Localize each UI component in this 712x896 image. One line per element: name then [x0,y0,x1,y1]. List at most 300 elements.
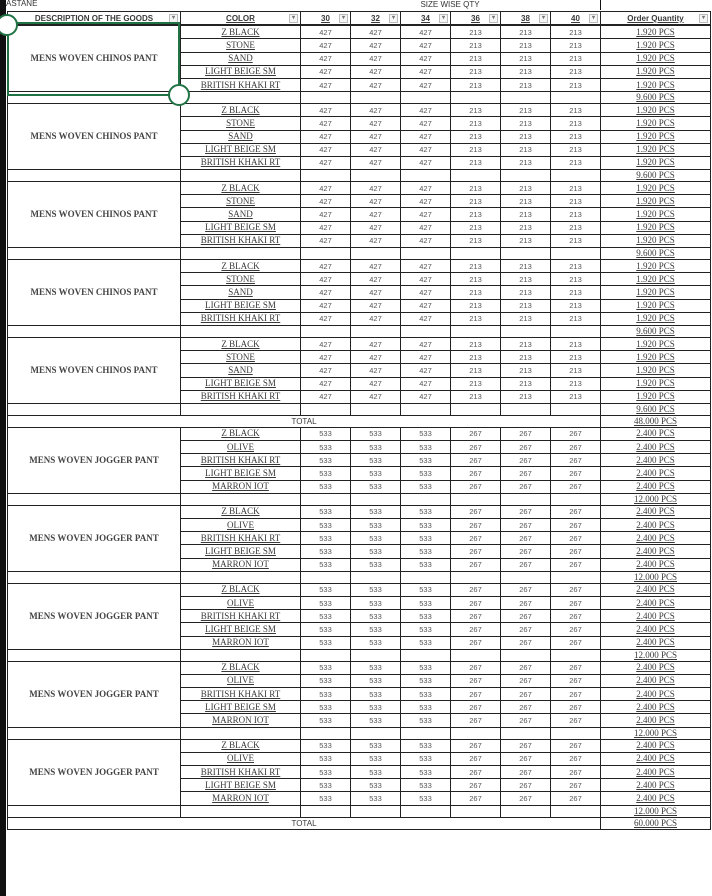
size-qty-cell[interactable]: 213 [501,52,551,65]
empty-cell[interactable] [181,727,301,739]
empty-cell[interactable] [551,92,601,104]
size-qty-cell[interactable]: 213 [551,65,601,78]
size-qty-cell[interactable]: 533 [301,454,351,467]
size-qty-cell[interactable]: 427 [301,364,351,377]
color-cell[interactable]: LIGHT BEIGE SM [181,467,301,480]
color-cell[interactable]: STONE [181,39,301,52]
description-cell[interactable]: MENS WOVEN CHINOS PANT [8,104,181,170]
empty-cell[interactable] [8,805,181,817]
size-qty-cell[interactable]: 533 [301,714,351,727]
empty-cell[interactable] [401,805,451,817]
color-cell[interactable]: LIGHT BEIGE SM [181,65,301,78]
empty-cell[interactable] [451,649,501,661]
color-cell[interactable]: LIGHT BEIGE SM [181,545,301,558]
size-qty-cell[interactable]: 267 [551,441,601,454]
empty-cell[interactable] [351,649,401,661]
empty-cell[interactable] [181,805,301,817]
empty-cell[interactable] [181,170,301,182]
filter-dropdown-icon[interactable]: ▾ [289,14,298,23]
empty-cell[interactable] [501,325,551,337]
size-qty-cell[interactable]: 267 [501,505,551,518]
size-qty-cell[interactable]: 267 [501,610,551,623]
size-qty-cell[interactable]: 213 [551,337,601,350]
size-qty-cell[interactable]: 533 [301,532,351,545]
size-qty-cell[interactable]: 267 [551,714,601,727]
empty-cell[interactable] [181,92,301,104]
size-qty-cell[interactable]: 427 [351,221,401,234]
size-qty-cell[interactable]: 427 [351,390,401,403]
description-cell[interactable]: MENS WOVEN CHINOS PANT [8,337,181,403]
size-qty-cell[interactable]: 213 [501,25,551,39]
size-qty-cell[interactable]: 267 [451,739,501,752]
size-qty-cell[interactable]: 267 [501,674,551,687]
order-qty-cell[interactable]: 2.400 PCS [601,714,711,727]
empty-cell[interactable] [181,403,301,415]
empty-cell[interactable] [501,403,551,415]
order-qty-cell[interactable]: 1.920 PCS [601,78,711,91]
size-qty-cell[interactable]: 213 [551,377,601,390]
color-cell[interactable]: STONE [181,117,301,130]
size-qty-cell[interactable]: 267 [551,480,601,493]
order-qty-cell[interactable]: 2.400 PCS [601,558,711,571]
size-qty-cell[interactable]: 213 [451,156,501,169]
size-qty-cell[interactable]: 427 [351,39,401,52]
size-qty-cell[interactable]: 533 [401,766,451,779]
size-qty-cell[interactable]: 533 [401,467,451,480]
empty-cell[interactable] [351,571,401,583]
empty-cell[interactable] [551,805,601,817]
size-qty-cell[interactable]: 533 [301,674,351,687]
order-qty-cell[interactable]: 2.400 PCS [601,661,711,674]
size-qty-cell[interactable]: 427 [401,25,451,39]
size-qty-cell[interactable]: 267 [551,427,601,440]
size-qty-cell[interactable]: 533 [301,636,351,649]
size-qty-cell[interactable]: 533 [401,688,451,701]
empty-cell[interactable] [351,325,401,337]
order-qty-cell[interactable]: 2.400 PCS [601,701,711,714]
color-cell[interactable]: OLIVE [181,441,301,454]
size-qty-cell[interactable]: 213 [551,52,601,65]
empty-cell[interactable] [501,493,551,505]
size-qty-cell[interactable]: 213 [501,39,551,52]
size-qty-cell[interactable]: 267 [501,779,551,792]
size-qty-cell[interactable]: 427 [351,78,401,91]
size-qty-cell[interactable]: 427 [351,351,401,364]
size-qty-cell[interactable]: 213 [451,182,501,195]
size-qty-cell[interactable]: 427 [301,52,351,65]
size-qty-cell[interactable]: 427 [401,78,451,91]
size-qty-cell[interactable]: 533 [401,701,451,714]
size-qty-cell[interactable]: 533 [351,674,401,687]
size-qty-cell[interactable]: 267 [451,752,501,765]
size-qty-cell[interactable]: 267 [451,701,501,714]
size-qty-cell[interactable]: 533 [301,766,351,779]
empty-cell[interactable] [8,571,181,583]
empty-cell[interactable] [451,403,501,415]
size-qty-cell[interactable]: 427 [301,312,351,325]
description-cell[interactable]: MENS WOVEN JOGGER PANT [8,739,181,805]
color-cell[interactable]: SAND [181,208,301,221]
size-qty-cell[interactable]: 427 [351,130,401,143]
empty-cell[interactable] [551,325,601,337]
order-qty-cell[interactable]: 2.400 PCS [601,688,711,701]
color-cell[interactable]: BRITISH KHAKI RT [181,312,301,325]
selection-handle-bottom-right[interactable] [168,84,190,106]
order-qty-cell[interactable]: 1.920 PCS [601,65,711,78]
empty-cell[interactable] [401,92,451,104]
color-cell[interactable]: Z BLACK [181,260,301,273]
size-qty-cell[interactable]: 533 [301,779,351,792]
size-qty-cell[interactable]: 427 [401,364,451,377]
empty-cell[interactable] [8,727,181,739]
size-qty-cell[interactable]: 427 [351,25,401,39]
size-qty-cell[interactable]: 267 [551,688,601,701]
size-qty-cell[interactable]: 213 [451,312,501,325]
filter-dropdown-icon[interactable]: ▾ [389,14,398,23]
order-qty-cell[interactable]: 1.920 PCS [601,234,711,247]
order-qty-cell[interactable]: 1.920 PCS [601,299,711,312]
empty-cell[interactable] [181,571,301,583]
size-qty-cell[interactable]: 267 [551,545,601,558]
filter-dropdown-icon[interactable]: ▾ [339,14,348,23]
size-qty-cell[interactable]: 427 [301,156,351,169]
order-qty-cell[interactable]: 1.920 PCS [601,208,711,221]
size-qty-cell[interactable]: 267 [451,532,501,545]
color-cell[interactable]: Z BLACK [181,182,301,195]
order-qty-cell[interactable]: 1.920 PCS [601,377,711,390]
size-qty-cell[interactable]: 267 [501,454,551,467]
size-qty-cell[interactable]: 267 [551,467,601,480]
size-qty-cell[interactable]: 213 [451,117,501,130]
size-qty-cell[interactable]: 267 [501,701,551,714]
order-qty-cell[interactable]: 1.920 PCS [601,364,711,377]
size-qty-cell[interactable]: 213 [551,143,601,156]
empty-cell[interactable] [181,493,301,505]
size-qty-cell[interactable]: 533 [301,545,351,558]
order-qty-cell[interactable]: 1.920 PCS [601,195,711,208]
size-qty-cell[interactable]: 267 [501,545,551,558]
empty-cell[interactable] [501,649,551,661]
size-qty-cell[interactable]: 267 [551,610,601,623]
empty-cell[interactable] [301,649,351,661]
size-qty-cell[interactable]: 267 [451,545,501,558]
size-qty-cell[interactable]: 267 [501,752,551,765]
size-qty-cell[interactable]: 267 [501,532,551,545]
size-qty-cell[interactable]: 213 [501,286,551,299]
empty-cell[interactable] [351,170,401,182]
size-qty-cell[interactable]: 427 [401,65,451,78]
size-qty-cell[interactable]: 427 [351,182,401,195]
color-cell[interactable]: BRITISH KHAKI RT [181,390,301,403]
order-qty-cell[interactable]: 2.400 PCS [601,427,711,440]
size-qty-cell[interactable]: 267 [551,558,601,571]
color-cell[interactable]: BRITISH KHAKI RT [181,78,301,91]
size-qty-cell[interactable]: 427 [401,39,451,52]
empty-cell[interactable] [351,248,401,260]
size-qty-cell[interactable]: 427 [401,208,451,221]
size-qty-cell[interactable]: 267 [551,519,601,532]
empty-cell[interactable] [401,727,451,739]
order-qty-cell[interactable]: 2.400 PCS [601,792,711,805]
empty-cell[interactable] [181,325,301,337]
size-qty-cell[interactable]: 267 [551,674,601,687]
total-cell[interactable]: 60.000 PCS [601,817,711,829]
size-qty-cell[interactable]: 533 [401,714,451,727]
subtotal-cell[interactable]: 12.000 PCS [601,493,711,505]
size-qty-cell[interactable]: 533 [301,623,351,636]
size-qty-cell[interactable]: 213 [501,182,551,195]
size-qty-cell[interactable]: 533 [401,532,451,545]
color-cell[interactable]: LIGHT BEIGE SM [181,221,301,234]
order-qty-cell[interactable]: 1.920 PCS [601,337,711,350]
size-qty-cell[interactable]: 267 [451,505,501,518]
order-qty-cell[interactable]: 2.400 PCS [601,505,711,518]
subtotal-cell[interactable]: 12.000 PCS [601,727,711,739]
size-qty-cell[interactable]: 213 [501,143,551,156]
size-qty-cell[interactable]: 533 [401,739,451,752]
size-qty-cell[interactable]: 213 [451,337,501,350]
size-qty-cell[interactable]: 427 [401,337,451,350]
size-qty-cell[interactable]: 267 [551,701,601,714]
size-qty-cell[interactable]: 533 [301,701,351,714]
size-qty-cell[interactable]: 267 [451,688,501,701]
empty-cell[interactable] [551,649,601,661]
order-qty-cell[interactable]: 1.920 PCS [601,39,711,52]
size-qty-cell[interactable]: 267 [501,714,551,727]
size-qty-cell[interactable]: 213 [501,117,551,130]
size-qty-cell[interactable]: 267 [451,623,501,636]
total-label[interactable]: TOTAL [8,817,601,829]
size-qty-cell[interactable]: 533 [401,441,451,454]
order-qty-cell[interactable]: 1.920 PCS [601,182,711,195]
size-qty-cell[interactable]: 427 [301,390,351,403]
empty-cell[interactable] [501,805,551,817]
size-qty-cell[interactable]: 533 [351,779,401,792]
order-qty-cell[interactable]: 1.920 PCS [601,351,711,364]
size-qty-cell[interactable]: 267 [451,427,501,440]
empty-cell[interactable] [181,248,301,260]
size-qty-cell[interactable]: 427 [401,390,451,403]
color-cell[interactable]: BRITISH KHAKI RT [181,766,301,779]
color-cell[interactable]: BRITISH KHAKI RT [181,688,301,701]
size-qty-cell[interactable]: 427 [401,156,451,169]
size-qty-cell[interactable]: 533 [301,480,351,493]
size-qty-cell[interactable]: 213 [451,104,501,117]
size-qty-cell[interactable]: 213 [451,377,501,390]
size-qty-cell[interactable]: 533 [301,583,351,596]
color-cell[interactable]: BRITISH KHAKI RT [181,156,301,169]
order-qty-cell[interactable]: 2.400 PCS [601,441,711,454]
order-qty-cell[interactable]: 1.920 PCS [601,130,711,143]
subtotal-cell[interactable]: 9.600 PCS [601,92,711,104]
empty-cell[interactable] [301,248,351,260]
order-qty-cell[interactable]: 1.920 PCS [601,143,711,156]
size-qty-cell[interactable]: 267 [451,441,501,454]
subtotal-cell[interactable]: 9.600 PCS [601,248,711,260]
size-qty-cell[interactable]: 267 [501,661,551,674]
column-header[interactable] [8,12,181,26]
size-qty-cell[interactable]: 427 [401,130,451,143]
size-qty-cell[interactable]: 213 [501,130,551,143]
color-cell[interactable]: STONE [181,351,301,364]
size-qty-cell[interactable]: 427 [301,25,351,39]
size-qty-cell[interactable]: 427 [301,377,351,390]
size-qty-cell[interactable]: 267 [451,583,501,596]
size-qty-cell[interactable]: 213 [451,273,501,286]
size-qty-cell[interactable]: 533 [351,701,401,714]
size-qty-cell[interactable]: 427 [401,221,451,234]
order-qty-cell[interactable]: 2.400 PCS [601,766,711,779]
description-cell[interactable]: MENS WOVEN JOGGER PANT [8,583,181,649]
size-qty-cell[interactable]: 427 [301,351,351,364]
order-qty-cell[interactable]: 1.920 PCS [601,273,711,286]
empty-cell[interactable] [401,325,451,337]
size-qty-cell[interactable]: 427 [351,143,401,156]
order-qty-cell[interactable]: 2.400 PCS [601,583,711,596]
size-qty-cell[interactable]: 427 [301,117,351,130]
size-qty-cell[interactable]: 213 [551,195,601,208]
size-qty-cell[interactable]: 533 [351,623,401,636]
size-qty-cell[interactable]: 427 [401,104,451,117]
size-qty-cell[interactable]: 533 [351,519,401,532]
color-cell[interactable]: LIGHT BEIGE SM [181,299,301,312]
color-cell[interactable]: MARRON IOT [181,480,301,493]
size-qty-cell[interactable]: 213 [501,156,551,169]
size-qty-cell[interactable]: 533 [351,752,401,765]
size-qty-cell[interactable]: 427 [351,312,401,325]
size-qty-cell[interactable]: 533 [351,792,401,805]
size-qty-cell[interactable]: 267 [551,623,601,636]
size-qty-cell[interactable]: 213 [501,351,551,364]
empty-cell[interactable] [351,493,401,505]
color-cell[interactable]: STONE [181,273,301,286]
filter-dropdown-icon[interactable]: ▾ [439,14,448,23]
size-qty-cell[interactable]: 427 [301,195,351,208]
size-qty-cell[interactable]: 533 [351,545,401,558]
subtotal-cell[interactable]: 9.600 PCS [601,403,711,415]
color-cell[interactable]: Z BLACK [181,583,301,596]
empty-cell[interactable] [301,493,351,505]
size-qty-cell[interactable]: 213 [551,299,601,312]
empty-cell[interactable] [451,493,501,505]
subtotal-cell[interactable]: 12.000 PCS [601,649,711,661]
size-qty-cell[interactable]: 533 [351,688,401,701]
color-cell[interactable]: MARRON IOT [181,714,301,727]
size-qty-cell[interactable]: 427 [401,377,451,390]
order-qty-cell[interactable]: 2.400 PCS [601,739,711,752]
description-cell[interactable]: MENS WOVEN CHINOS PANT [8,182,181,248]
size-qty-cell[interactable]: 533 [351,766,401,779]
empty-cell[interactable] [8,248,181,260]
size-qty-cell[interactable]: 267 [451,792,501,805]
size-qty-cell[interactable]: 213 [551,390,601,403]
size-qty-cell[interactable]: 213 [501,234,551,247]
size-qty-cell[interactable]: 533 [351,596,401,609]
size-qty-cell[interactable]: 267 [451,674,501,687]
empty-cell[interactable] [301,727,351,739]
size-qty-cell[interactable]: 533 [301,610,351,623]
filter-dropdown-icon[interactable]: ▾ [539,14,548,23]
size-qty-cell[interactable]: 267 [451,714,501,727]
color-cell[interactable]: OLIVE [181,519,301,532]
order-qty-cell[interactable]: 2.400 PCS [601,610,711,623]
size-qty-cell[interactable]: 213 [551,351,601,364]
size-qty-cell[interactable]: 267 [501,519,551,532]
size-qty-cell[interactable]: 427 [401,312,451,325]
size-qty-cell[interactable]: 533 [351,558,401,571]
size-qty-cell[interactable]: 533 [401,454,451,467]
size-qty-cell[interactable]: 267 [501,583,551,596]
description-cell[interactable]: MENS WOVEN JOGGER PANT [8,661,181,727]
size-qty-cell[interactable]: 213 [451,52,501,65]
size-qty-cell[interactable]: 533 [401,610,451,623]
size-qty-cell[interactable]: 267 [501,480,551,493]
size-qty-cell[interactable]: 213 [551,25,601,39]
size-qty-cell[interactable]: 533 [301,558,351,571]
empty-cell[interactable] [451,170,501,182]
size-qty-cell[interactable]: 427 [301,273,351,286]
color-cell[interactable]: BRITISH KHAKI RT [181,454,301,467]
size-qty-cell[interactable]: 213 [501,104,551,117]
subtotal-cell[interactable]: 12.000 PCS [601,571,711,583]
size-qty-cell[interactable]: 427 [301,130,351,143]
color-cell[interactable]: BRITISH KHAKI RT [181,532,301,545]
size-qty-cell[interactable]: 213 [551,286,601,299]
order-qty-cell[interactable]: 1.920 PCS [601,104,711,117]
size-qty-cell[interactable]: 533 [351,467,401,480]
empty-cell[interactable] [501,248,551,260]
color-cell[interactable]: BRITISH KHAKI RT [181,234,301,247]
empty-cell[interactable] [401,649,451,661]
empty-cell[interactable] [8,170,181,182]
size-qty-cell[interactable]: 267 [551,596,601,609]
size-qty-cell[interactable]: 213 [451,195,501,208]
size-qty-cell[interactable]: 267 [551,454,601,467]
size-qty-cell[interactable]: 533 [351,427,401,440]
size-qty-cell[interactable]: 213 [551,273,601,286]
size-qty-cell[interactable]: 533 [401,480,451,493]
size-qty-cell[interactable]: 533 [351,532,401,545]
empty-cell[interactable] [301,403,351,415]
size-qty-cell[interactable]: 213 [551,156,601,169]
size-qty-cell[interactable]: 533 [401,674,451,687]
size-qty-cell[interactable]: 213 [501,65,551,78]
size-qty-cell[interactable]: 427 [351,273,401,286]
empty-cell[interactable] [351,805,401,817]
empty-cell[interactable] [301,92,351,104]
size-qty-cell[interactable]: 267 [551,583,601,596]
description-cell[interactable]: MENS WOVEN JOGGER PANT [8,427,181,493]
size-qty-cell[interactable]: 533 [301,739,351,752]
description-cell[interactable]: MENS WOVEN JOGGER PANT [8,505,181,571]
size-qty-cell[interactable]: 213 [551,117,601,130]
size-qty-cell[interactable]: 267 [451,596,501,609]
size-qty-cell[interactable]: 427 [351,208,401,221]
size-qty-cell[interactable]: 427 [301,65,351,78]
order-qty-cell[interactable]: 2.400 PCS [601,545,711,558]
size-qty-cell[interactable]: 213 [501,208,551,221]
empty-cell[interactable] [501,727,551,739]
order-qty-cell[interactable]: 2.400 PCS [601,454,711,467]
size-qty-cell[interactable]: 267 [551,505,601,518]
size-qty-cell[interactable]: 533 [301,505,351,518]
size-qty-cell[interactable]: 267 [451,519,501,532]
size-qty-cell[interactable]: 213 [451,208,501,221]
empty-cell[interactable] [8,493,181,505]
size-qty-cell[interactable]: 427 [351,299,401,312]
empty-cell[interactable] [401,170,451,182]
size-qty-cell[interactable]: 533 [301,752,351,765]
